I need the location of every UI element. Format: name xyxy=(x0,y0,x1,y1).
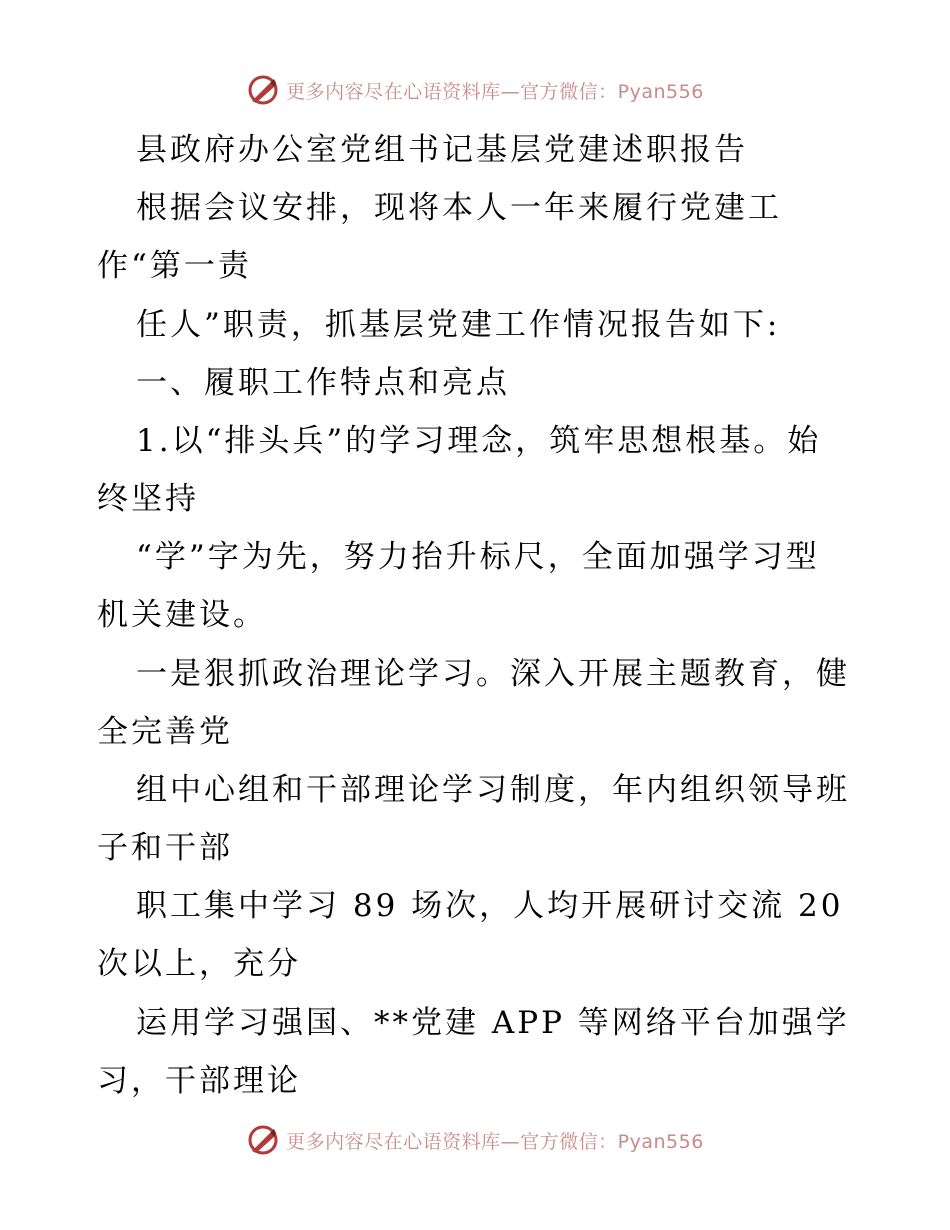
paragraph-line: 机关建设。 xyxy=(97,597,267,633)
header-banner xyxy=(0,70,950,110)
paragraph-line: 组中心组和干部理论学习制度，年内组织领导班 xyxy=(136,772,850,808)
paragraph-line: 运用学习强国、**党建 APP 等网络平台加强学 xyxy=(136,1005,850,1041)
paragraph-line: 终坚持 xyxy=(97,481,199,517)
section-heading: 一、履职工作特点和亮点 xyxy=(136,365,510,401)
pen-circle-logo-icon xyxy=(246,1123,280,1157)
banner-text: 更多内容尽在心语资料库—官方微信：Pyan556 xyxy=(286,1130,704,1153)
paragraph-line: 次以上，充分 xyxy=(97,946,301,982)
paragraph-line: “学”字为先，努力抬升标尺，全面加强学习型 xyxy=(136,539,820,575)
paragraph-line: 子和干部 xyxy=(97,830,233,866)
paragraph-line: 全完善党 xyxy=(97,714,233,750)
document-title: 县政府办公室党组书记基层党建述职报告 xyxy=(136,132,748,168)
paragraph-line: 1.以“排头兵”的学习理念，筑牢思想根基。始 xyxy=(136,423,822,459)
footer-banner xyxy=(0,1120,950,1160)
paragraph-line: 习，干部理论 xyxy=(97,1063,301,1099)
paragraph-line: 作“第一责 xyxy=(97,248,252,284)
paragraph-line: 任人”职责，抓基层党建工作情况报告如下: xyxy=(136,307,781,343)
pen-circle-logo-icon xyxy=(246,73,280,107)
paragraph-line: 职工集中学习 89 场次，人均开展研讨交流 20 xyxy=(136,888,844,924)
paragraph-line: 根据会议安排，现将本人一年来履行党建工 xyxy=(136,190,782,226)
banner-text: 更多内容尽在心语资料库—官方微信：Pyan556 xyxy=(286,80,704,103)
paragraph-line: 一是狠抓政治理论学习。深入开展主题教育，健 xyxy=(136,656,850,692)
